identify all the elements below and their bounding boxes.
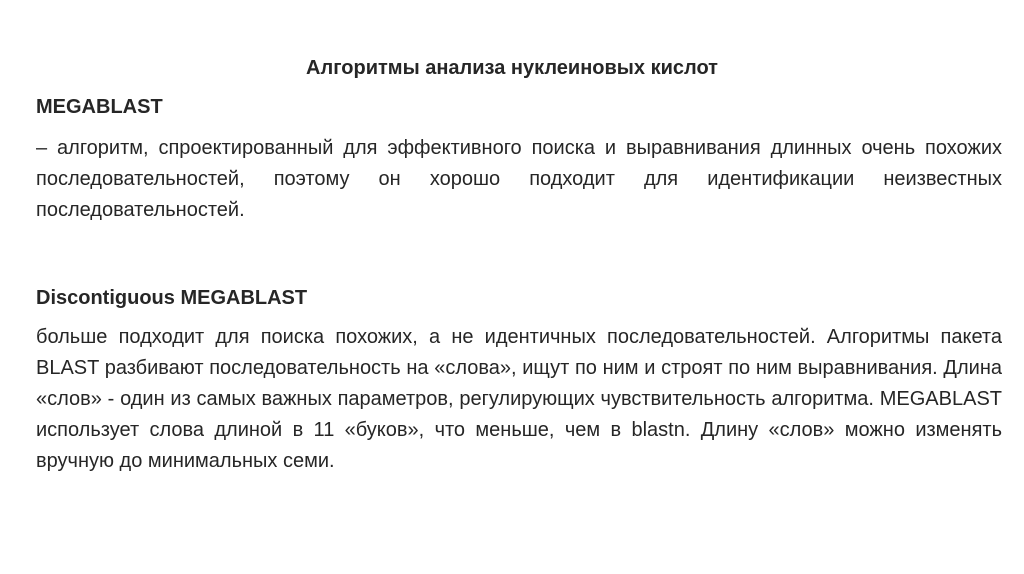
section-text-megablast: – алгоритм, спроектированный для эффективного поиска и выравнивания длинных очень похожих последовательностей, поэтому он хорошо подходит для идентификации неизвестных последовательностей. — [36, 137, 1002, 221]
section-heading-megablast: MEGABLAST — [36, 96, 163, 118]
slide-title: Алгоритмы анализа нуклеиновых кислот — [306, 57, 718, 79]
section-text-discontiguous-megablast: больше подходит для поиска похожих, а не идентичных последовательностей. Алгоритмы пакета BLAST разбивают последовательность на «слова», ищут по ним и строят по ним выравнивания. Длина «слов» - один из самых важных параметров, регулирующих чувствительность алгоритма. MEGABLAST использует слова длиной в 11 «буков», что меньше, чем в blastn. Длину «слов» можно изменять вручную до минимальных семи. — [36, 326, 1002, 472]
section-heading-discontiguous-megablast: Discontiguous MEGABLAST — [36, 287, 308, 309]
